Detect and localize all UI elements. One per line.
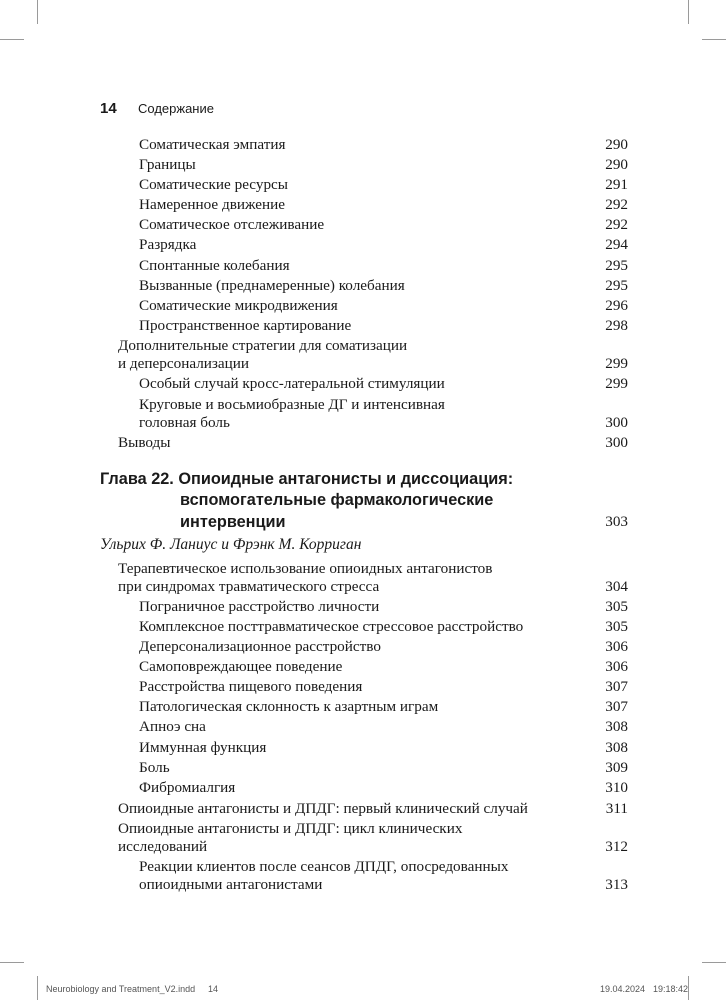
toc-entry-page: 308	[605, 739, 628, 756]
toc-entry-title: Разрядка	[139, 236, 197, 253]
toc-entry-page: 299	[605, 355, 628, 372]
toc-entry-title: Круговые и восьмиобразные ДГ и интенсивная	[139, 396, 445, 413]
toc-entry-title-cont: исследований	[118, 838, 208, 855]
toc-entry-title: Границы	[139, 156, 196, 173]
print-slug	[0, 984, 726, 998]
toc-entry-title: Апноэ сна	[139, 718, 206, 735]
toc-entry-page: 291	[605, 176, 628, 193]
chapter-title-cont: интервенции	[180, 513, 286, 531]
slug-page: 14	[208, 984, 219, 994]
toc-entry-title: Соматическое отслеживание	[139, 216, 325, 233]
toc-entry-page: 308	[605, 718, 628, 735]
toc-entry-title: Опиоидные антагонисты и ДПДГ: первый клинический случай	[118, 800, 528, 817]
toc-entry-title: Особый случай кросс-латеральной стимуляции	[139, 375, 445, 392]
toc-entry-title: Фибромиалгия	[139, 779, 236, 796]
toc-entry-title: Иммунная функция	[139, 739, 267, 756]
toc-entry-page: 305	[605, 618, 628, 635]
toc-entry-page: 292	[605, 196, 628, 213]
toc-entry-page: 311	[605, 800, 628, 817]
toc-entry-page: 290	[605, 136, 628, 153]
section-title: Содержание	[138, 101, 214, 116]
toc-entry-page: 292	[605, 216, 628, 233]
toc-entry-page: 307	[605, 698, 628, 715]
chapter-title: Глава 22. Опиоидные антагонисты и диссоциация:	[100, 470, 514, 488]
toc-entry-page: 307	[605, 678, 628, 695]
toc-entry-title-cont: опиоидными антагонистами	[139, 876, 323, 893]
toc-entry-title: Выводы	[118, 434, 171, 451]
toc-entry-title-cont: головная боль	[139, 414, 230, 431]
toc-entry-page: 306	[605, 658, 628, 675]
toc-entry-title: Вызванные (преднамеренные) колебания	[139, 277, 405, 294]
toc-entry-title: Соматические микродвижения	[139, 297, 338, 314]
toc-entry-page: 298	[605, 317, 628, 334]
toc-entry-page: 296	[605, 297, 628, 314]
toc-entry-page: 310	[605, 779, 628, 796]
slug-time: 19:18:42	[653, 984, 689, 994]
toc-entry-page: 295	[605, 257, 628, 274]
toc-entry-page: 290	[605, 156, 628, 173]
toc-entry-page: 299	[605, 375, 628, 392]
toc-entry-title: Пространственное картирование	[139, 317, 352, 334]
toc-entry-title: Расстройства пищевого поведения	[139, 678, 363, 695]
toc-entry-title: Дополнительные стратегии для соматизации	[118, 337, 408, 354]
toc-entry-page: 312	[605, 838, 628, 855]
toc-entry-title: Соматические ресурсы	[139, 176, 288, 193]
toc-entry-page: 300	[605, 414, 628, 431]
toc-entry-title: Опиоидные антагонисты и ДПДГ: цикл клинических	[118, 820, 463, 837]
slug-filename: Neurobiology and Treatment_V2.indd	[46, 984, 196, 994]
toc-entry-title: Самоповреждающее поведение	[139, 658, 343, 675]
toc-entry-title: Терапевтическое использование опиоидных антагонистов	[118, 560, 493, 577]
toc-entry-page: 294	[605, 236, 628, 253]
chapter-title-cont: вспомогательные фармакологические	[180, 491, 494, 509]
toc-entry-page: 313	[605, 876, 628, 893]
toc-entry-title: Реакции клиентов после сеансов ДПДГ, опосредованных	[139, 858, 509, 875]
toc-entry-title: Патологическая склонность к азартным играм	[139, 698, 439, 715]
toc-entry-title: Спонтанные колебания	[139, 257, 290, 274]
toc-entry-title: Комплексное посттравматическое стрессовое расстройство	[139, 618, 524, 635]
page-number: 14	[100, 100, 117, 117]
toc-entry-page: 305	[605, 598, 628, 615]
slug-date: 19.04.2024	[600, 984, 646, 994]
toc-entry-title-cont: при синдромах травматического стресса	[118, 578, 380, 595]
toc-entry-title: Соматическая эмпатия	[139, 136, 286, 153]
toc-entry-title: Пограничное расстройство личности	[139, 598, 380, 615]
toc-entry-page: 306	[605, 638, 628, 655]
toc-entry-title-cont: и деперсонализации	[118, 355, 250, 372]
toc-entry-page: 300	[605, 434, 628, 451]
chapter-authors: Ульрих Ф. Ланиус и Фрэнк М. Корриган	[100, 536, 362, 553]
toc-entry-page: 309	[605, 759, 628, 776]
toc-entry-page: 295	[605, 277, 628, 294]
toc-entry-title: Деперсонализационное расстройство	[139, 638, 381, 655]
chapter-page: 303	[605, 513, 628, 530]
toc-entry-title: Боль	[139, 759, 170, 776]
toc-entry-title: Намеренное движение	[139, 196, 286, 213]
toc-entry-page: 304	[605, 578, 628, 595]
